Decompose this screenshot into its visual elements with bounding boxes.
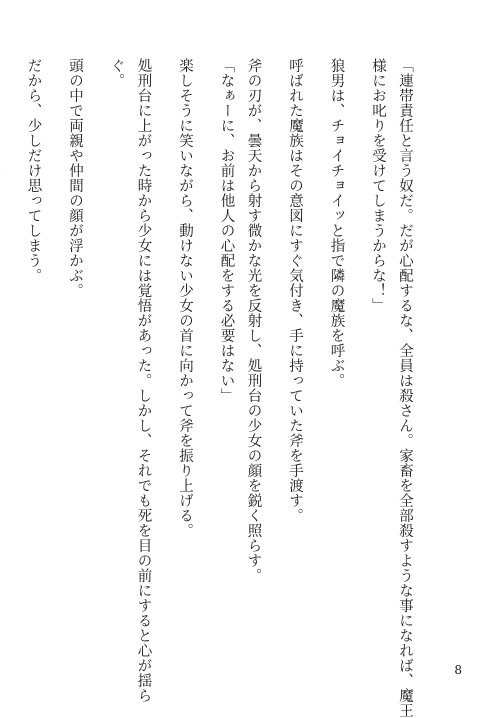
text-line: 狼男は、チョイチョイッと指で隣の魔族を呼ぶ。 bbox=[328, 58, 345, 388]
text-line: 楽しそうに笑いながら、動けない少女の首に向かって斧を振り上げる。 bbox=[177, 58, 193, 538]
text-line: 頭の中で両親や仲間の顔が浮かぶ。 bbox=[67, 58, 83, 298]
text-line: 呼ばれた魔族はその意図にすぐ気付き、手に持っていた斧を手渡す。 bbox=[287, 58, 303, 523]
text-line: 斧の刃が、曇天から射す微かな光を反射し、処刑台の少女の顔を鋭く照らす。 bbox=[245, 58, 262, 583]
text-line: だから、少しだけ思ってしまう。 bbox=[25, 58, 42, 283]
text-line: 「連帯責任と言う奴だ。だが心配するな、全員は殺さん。家畜を全部殺すような事になれば、魔王 bbox=[397, 58, 413, 718]
text-line: 処刑台に上がった時から少女には覚悟があった。しかし、それでも死を目の前にすると心が揺ら bbox=[135, 58, 152, 703]
page-number: 8 bbox=[454, 663, 462, 677]
text-line: 「なぁーに、お前は他人の心配をする必要はない」 bbox=[218, 58, 235, 403]
text-line bbox=[0, 58, 20, 660]
text-line: ぐ。 bbox=[108, 58, 125, 88]
text-line: 様にお叱りを受けてしまうからな！」 bbox=[370, 58, 386, 313]
vertical-text-block bbox=[0, 58, 418, 718]
